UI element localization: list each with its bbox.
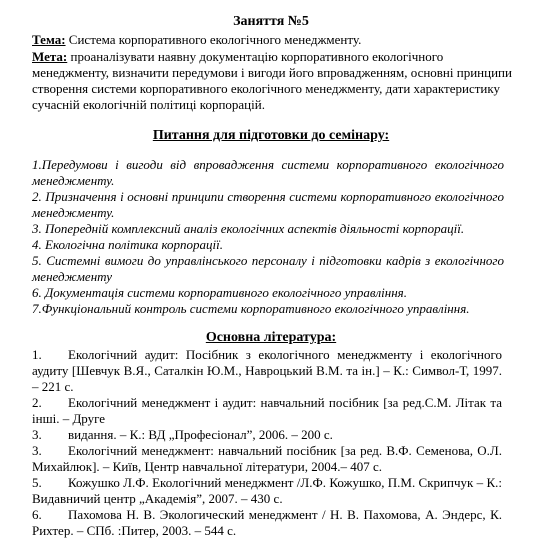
topic-label: Тема: bbox=[32, 32, 66, 47]
literature-heading: Основна література: bbox=[205, 330, 337, 345]
question-item: 2. Призначення і основні принципи створення системи корпоративного екологічного менеджменту. bbox=[32, 189, 504, 220]
question-item: 4. Екологічна політика корпорації. bbox=[32, 237, 224, 252]
question-item: 7.Функціональний контроль системи корпоративного екологічного управління. bbox=[32, 301, 470, 316]
literature-item bbox=[32, 395, 502, 427]
questions-list bbox=[32, 157, 504, 317]
literature-item-text: Пахомова Н. В. Экологический менеджмент / Н. В. Пахомова, А. Эндерс, К. Рихтер. – СПб. :Питер, 2003. – 544 с. bbox=[32, 507, 502, 538]
literature-list bbox=[32, 347, 502, 539]
literature-item bbox=[32, 443, 502, 475]
topic-text: Система корпоративного екологічного менеджменту. bbox=[65, 32, 362, 47]
lesson-title: Заняття №5 bbox=[233, 14, 309, 29]
questions-heading: Питання для підготовки до семінару: bbox=[152, 128, 390, 143]
literature-item-text: Екологічний менеджмент: навчальний посібник [за ред. В.Ф. Семенова, О.Л. Михайлюк]. – Київ, Центр навчальної літератури, 2004.– 407 с. bbox=[32, 443, 502, 474]
literature-item-number: 3. bbox=[32, 443, 42, 458]
literature-item bbox=[32, 507, 502, 539]
question-item: 1.Передумови і вигоди від впровадження системи корпоративного екологічного менеджменту. bbox=[32, 157, 504, 188]
literature-item-number: 1. bbox=[32, 347, 42, 362]
goal-paragraph bbox=[32, 49, 512, 113]
literature-item-text: Кожушко Л.Ф. Екологічний менеджмент /Л.Ф. Кожушко, П.М. Скрипчук – К.: Видавничий центр „Академія”, 2007. – 430 с. bbox=[32, 475, 502, 506]
question-item: 3. Попередній комплексний аналіз екологічних аспектів діяльності корпорації. bbox=[32, 221, 465, 236]
literature-item-number: 5. bbox=[32, 475, 42, 490]
literature-item-text: Екологічний аудит: Посібник з екологічного менеджменту і екологічного аудиту [Шевчук В.Я., Саталкін Ю.М., Навроцький В.М. та ін.] – К.: Символ-Т, 1997. – 221 с. bbox=[32, 347, 502, 394]
literature-item-number: 2. bbox=[32, 395, 42, 410]
literature-item bbox=[32, 427, 502, 443]
question-item: 6. Документація системи корпоративного екологічного управління. bbox=[32, 285, 407, 300]
literature-item bbox=[32, 475, 502, 507]
literature-item-text: Екологічний менеджмент і аудит: навчальний посібник [за ред.С.М. Літак та інші. – Друге bbox=[32, 395, 502, 426]
topic-paragraph bbox=[32, 32, 512, 48]
literature-item-number: 6. bbox=[32, 507, 42, 522]
goal-text: проаналізувати наявну документацію корпоративного екологічного менеджменту, визначити передумови і вигоди його впровадженням, основні принципи створення системи корпоративного екологічного менеджменту, дати характеристику сучасній екологічній політиці корпорацій. bbox=[32, 49, 512, 112]
question-item: 5. Системні вимоги до управлінського персоналу і підготовки кадрів з екологічного менеджменту bbox=[32, 253, 504, 284]
literature-item-number: 3. bbox=[32, 427, 42, 442]
literature-item bbox=[32, 347, 502, 395]
goal-label: Мета: bbox=[32, 49, 68, 64]
literature-item-text: видання. – К.: ВД „Професіонал”, 2006. – 200 с. bbox=[68, 427, 333, 442]
